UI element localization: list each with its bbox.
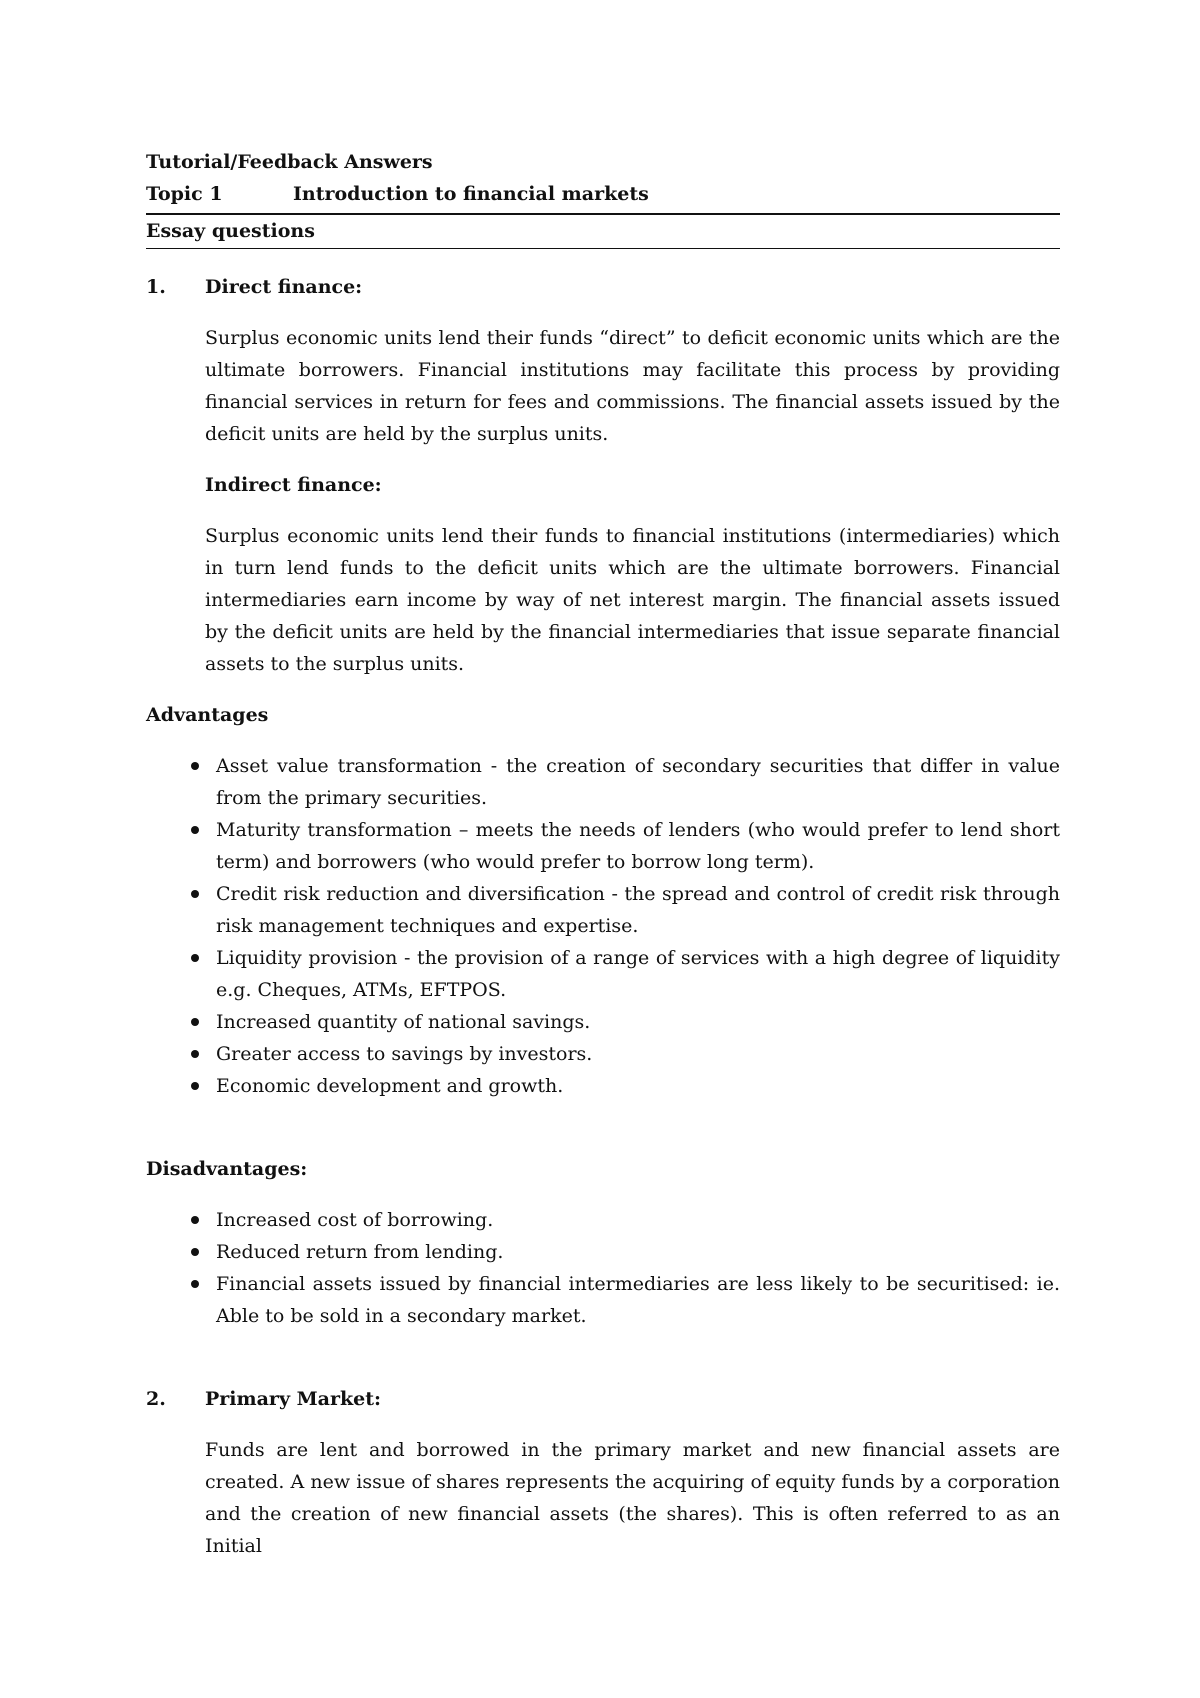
page-content	[146, 146, 1060, 1562]
list-item-text: Increased cost of borrowing.	[216, 1209, 494, 1231]
advantages-heading: Advantages	[146, 704, 269, 726]
document-title: Tutorial/Feedback Answers	[146, 151, 433, 173]
indirect-finance-paragraph: Surplus economic units lend their funds to financial institutions (intermediaries) which in turn lend funds to the deficit units which are the ultimate borrowers. Financial intermediaries earn income by way of net interest margin. The financial assets issued by the deficit units are held by the financial intermediaries that issue separate financial assets to the surplus units.	[205, 525, 1060, 675]
primary-market-paragraph: Funds are lent and borrowed in the primary market and new financial assets are created. A new issue of shares represents the acquiring of equity funds by a corporation and the creation of new financial assets (the shares). This is often referred to as an Initial	[205, 1439, 1060, 1557]
list-item-text: Maturity transformation – meets the needs of lenders (who would prefer to lend short term) and borrowers (who would prefer to borrow long term).	[216, 819, 1060, 873]
list-item-text: Reduced return from lending.	[216, 1241, 504, 1263]
list-item	[188, 942, 1060, 1006]
disadvantages-list	[146, 1204, 1060, 1332]
question-number: 2.	[146, 1388, 166, 1410]
section-heading: Essay questions	[146, 220, 315, 242]
topic-title: Introduction to financial markets	[293, 183, 649, 205]
direct-finance-heading: Direct finance:	[205, 276, 363, 298]
bullet-icon	[188, 1070, 216, 1102]
bullet-icon	[188, 1038, 216, 1070]
list-item	[188, 1236, 1060, 1268]
disadvantages-heading: Disadvantages:	[146, 1158, 308, 1180]
list-item-text: Credit risk reduction and diversification - the spread and control of credit risk through risk management techniques and expertise.	[216, 883, 1060, 937]
list-item-text: Economic development and growth.	[216, 1075, 564, 1097]
divider-line	[146, 248, 1060, 249]
list-item	[188, 814, 1060, 878]
list-item	[188, 1268, 1060, 1332]
bullet-icon	[188, 1236, 216, 1268]
bullet-icon	[188, 1006, 216, 1038]
list-item	[188, 750, 1060, 814]
list-item-text: Asset value transformation - the creation of secondary securities that differ in value from the primary securities.	[216, 755, 1060, 809]
indirect-finance-heading: Indirect finance:	[205, 474, 382, 496]
list-item	[188, 878, 1060, 942]
list-item-text: Liquidity provision - the provision of a range of services with a high degree of liquidity e.g. Cheques, ATMs, EFTPOS.	[216, 947, 1060, 1001]
list-item	[188, 1070, 1060, 1102]
primary-market-heading: Primary Market:	[205, 1388, 381, 1410]
question-2-heading	[146, 1383, 1060, 1415]
list-item-text: Financial assets issued by financial intermediaries are less likely to be securitised: ie. Able to be sold in a secondary market.	[216, 1273, 1060, 1327]
question-1-body	[205, 322, 1060, 680]
question-number: 1.	[146, 276, 166, 298]
list-item	[188, 1038, 1060, 1070]
topic-heading	[146, 178, 1060, 210]
advantages-list	[146, 750, 1060, 1102]
direct-finance-paragraph: Surplus economic units lend their funds “direct” to deficit economic units which are the ultimate borrowers. Financial institutions may facilitate this process by providing financial services in return for fees and commissions. The financial assets issued by the deficit units are held by the surplus units.	[205, 327, 1060, 445]
bullet-icon	[188, 814, 216, 878]
list-item-text: Increased quantity of national savings.	[216, 1011, 591, 1033]
list-item	[188, 1006, 1060, 1038]
bullet-icon	[188, 942, 216, 1006]
question-1-heading	[146, 271, 1060, 303]
bullet-icon	[188, 878, 216, 942]
question-2-body	[205, 1434, 1060, 1562]
list-item	[188, 1204, 1060, 1236]
bullet-icon	[188, 1204, 216, 1236]
topic-number: Topic 1	[146, 183, 223, 205]
list-item-text: Greater access to savings by investors.	[216, 1043, 593, 1065]
bullet-icon	[188, 1268, 216, 1332]
bullet-icon	[188, 750, 216, 814]
